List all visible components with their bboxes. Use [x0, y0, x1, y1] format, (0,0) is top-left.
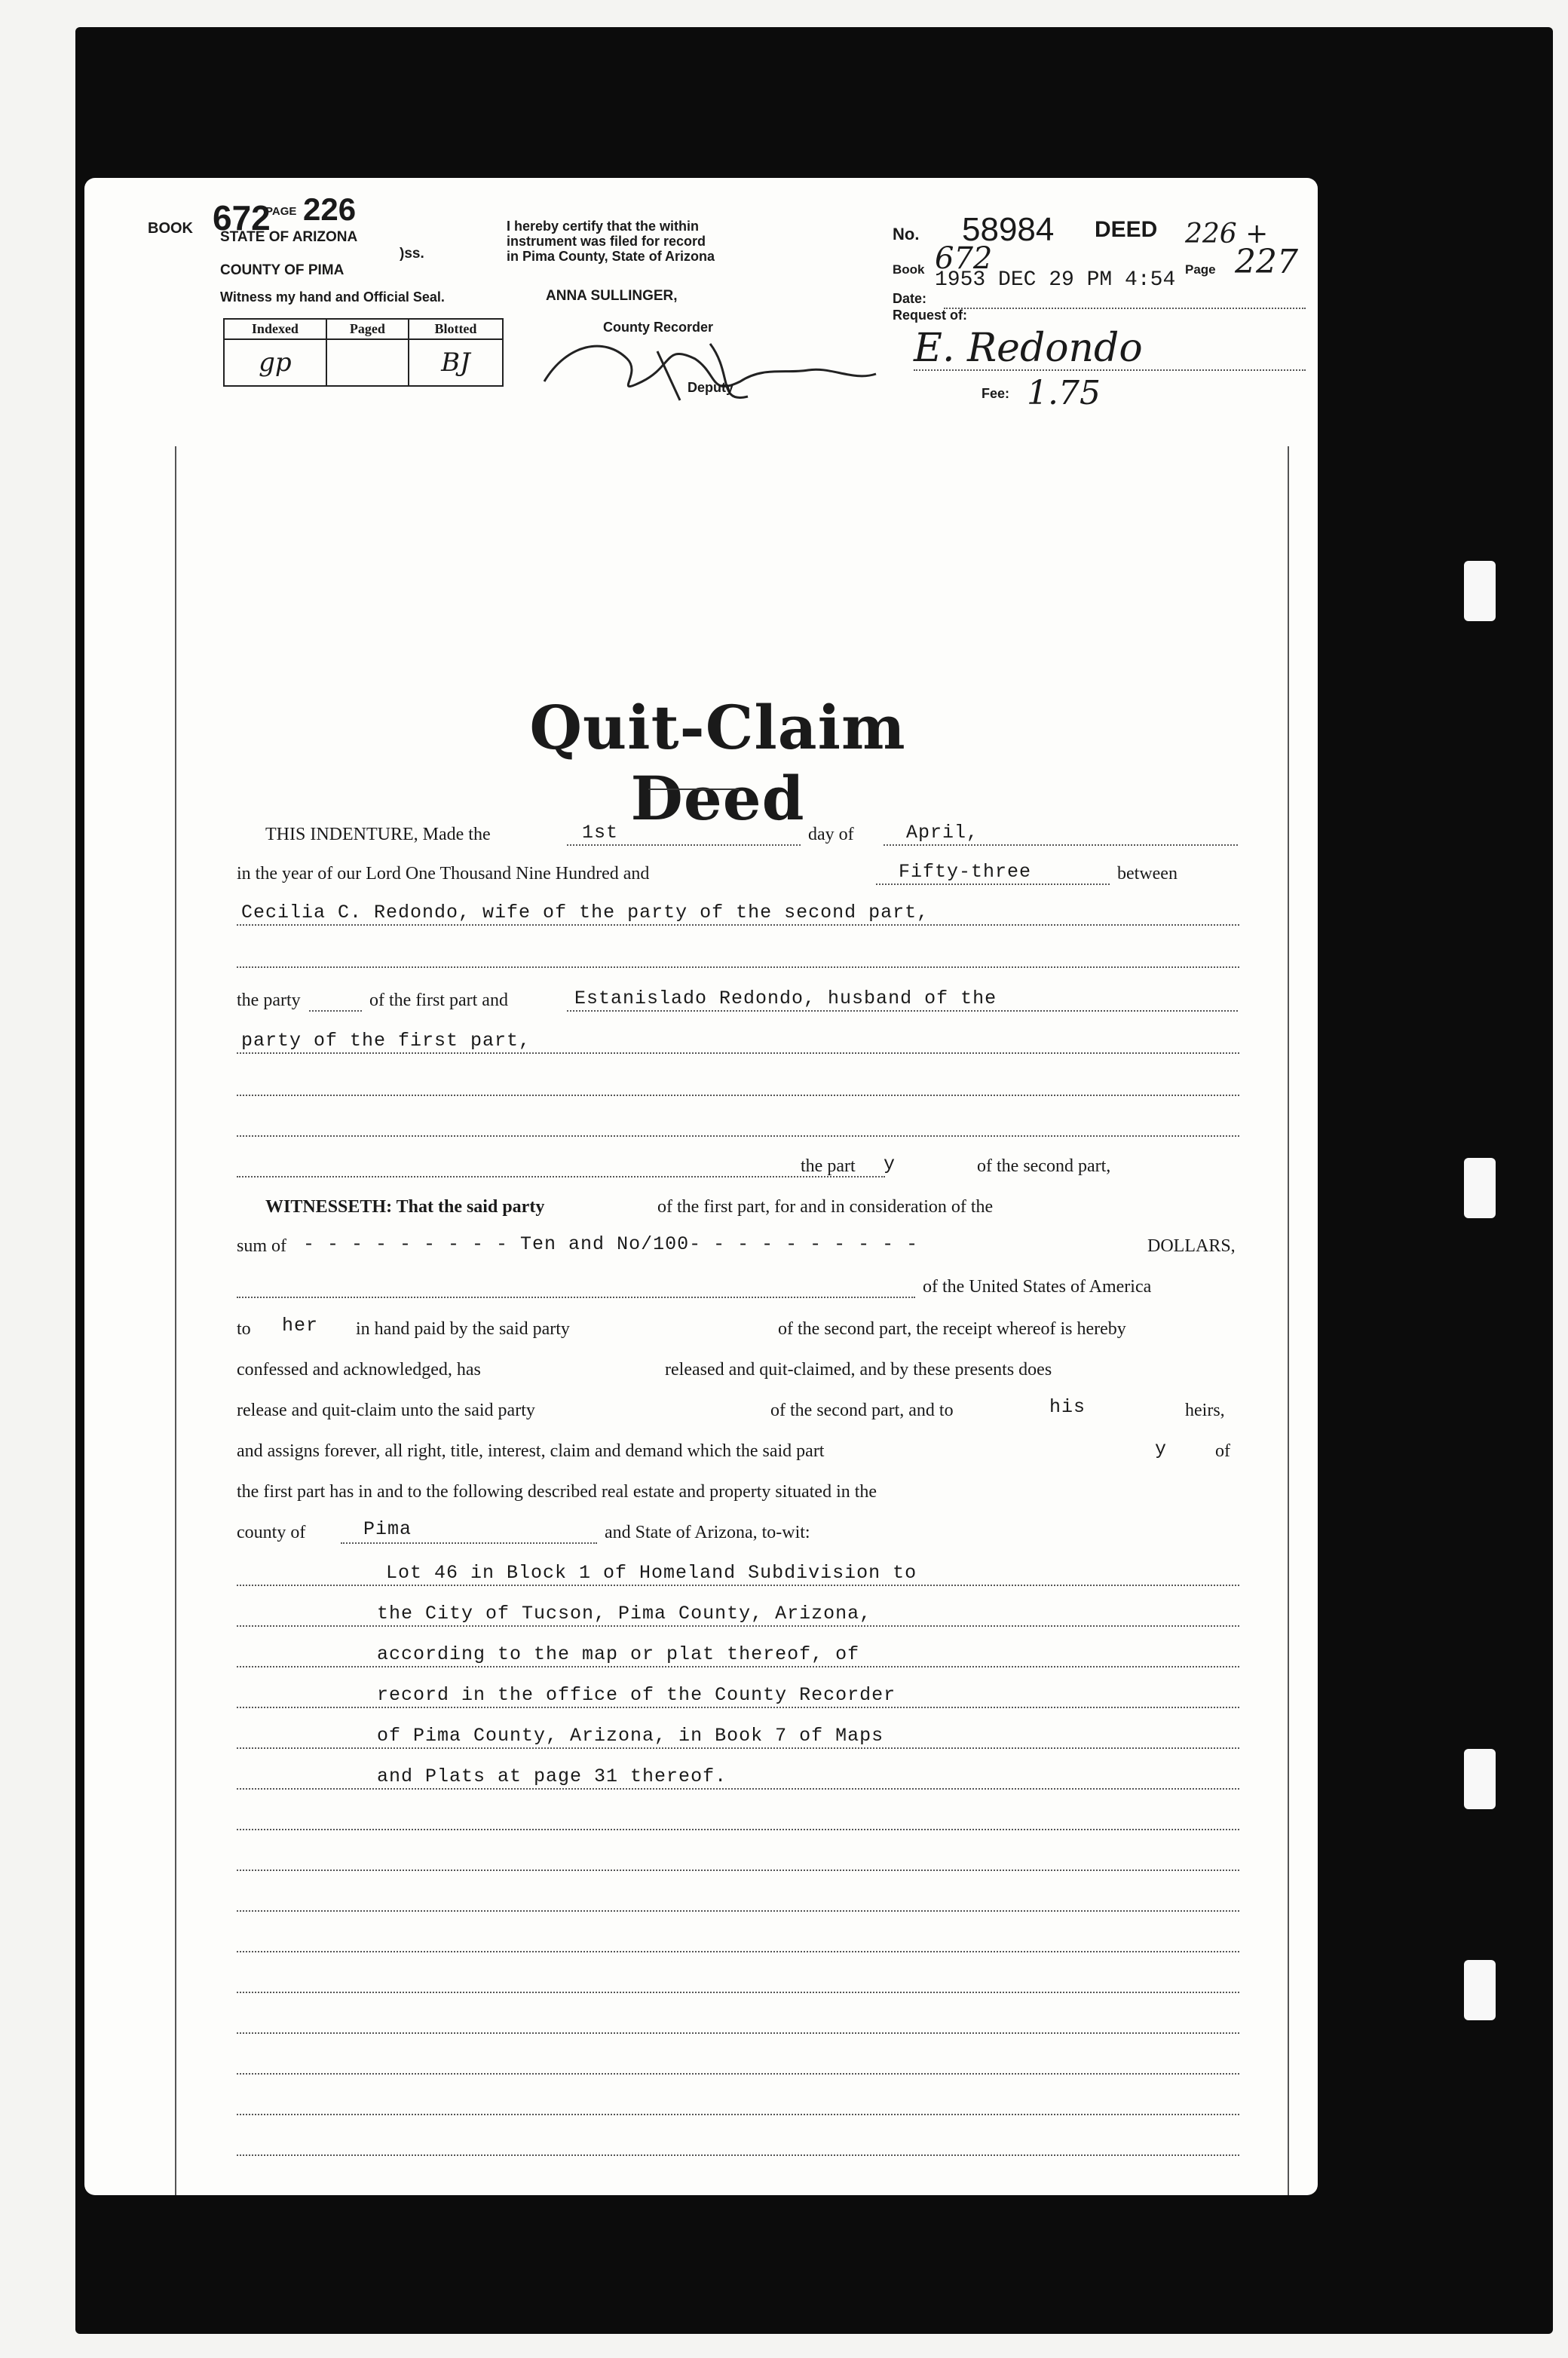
heirs-text: heirs, — [1185, 1401, 1225, 1420]
recorder-title: County Recorder — [603, 320, 714, 335]
binder-hole — [1464, 1749, 1496, 1809]
deputy-label: Deputy — [688, 380, 734, 395]
fee-handwritten: 1.75 — [1027, 374, 1101, 412]
certify-line: in Pima County, State of Arizona — [507, 249, 715, 264]
binder-hole — [1464, 561, 1496, 621]
amount-value: - - - - - - - - - Ten and No/100- - - - - - - - - - — [303, 1233, 919, 1255]
book-handwritten: 672 — [935, 241, 993, 276]
to-value: her — [282, 1315, 319, 1337]
paged-initials — [326, 339, 409, 386]
page-field-label: Page — [1185, 262, 1216, 277]
book-number: 672 — [213, 198, 271, 237]
day-value: 1st — [582, 822, 619, 844]
indexed-initials: gp — [224, 339, 326, 386]
legal-line: of Pima County, Arizona, in Book 7 of Maps — [377, 1725, 884, 1747]
request-handwritten: E. Redondo — [914, 326, 1143, 371]
usa-text: of the United States of America — [923, 1277, 1152, 1297]
second-part-text: of the second part, — [977, 1156, 1111, 1176]
acknowledged-text: confessed and acknowledged, has — [237, 1360, 481, 1380]
first-part-and-text: of the first part and — [369, 991, 508, 1010]
between-text: between — [1117, 864, 1178, 883]
no-label: No. — [893, 225, 920, 243]
binder-hole — [1464, 1960, 1496, 2020]
grantee-value: Estanislado Redondo, husband of the — [574, 988, 997, 1009]
state-text: and State of Arizona, to-wit: — [605, 1523, 810, 1542]
county-line: COUNTY OF PIMA — [220, 262, 345, 278]
legal-line: according to the map or plat thereof, of — [377, 1643, 860, 1665]
book-label: BOOK — [148, 220, 193, 237]
stamp-header: Blotted — [409, 319, 503, 339]
certify-line: I hereby certify that the within — [507, 219, 700, 234]
request-line — [914, 369, 1306, 371]
index-stamp — [223, 318, 504, 387]
request-label: Request of: — [893, 308, 967, 323]
to-text: to — [237, 1319, 251, 1339]
party-text: the party — [237, 991, 301, 1010]
title-rule — [648, 789, 739, 790]
witnesseth-text: WITNESSETH: That the said party — [265, 1197, 545, 1217]
grantee-value-cont: party of the first part, — [241, 1030, 531, 1052]
state-line: STATE OF ARIZONA — [220, 229, 358, 245]
stamp-header: Paged — [326, 319, 409, 339]
deed-label: DEED — [1095, 217, 1158, 242]
certify-line: instrument was filed for record — [507, 234, 706, 249]
legal-line: record in the office of the County Recorder — [377, 1684, 896, 1706]
right-margin-rule — [1288, 446, 1289, 2195]
released-text: released and quit-claimed, and by these presents does — [665, 1360, 1052, 1380]
indenture-text: THIS INDENTURE, Made the — [265, 825, 491, 844]
ss-mark: )ss. — [400, 246, 424, 262]
grantor-value: Cecilia C. Redondo, wife of the party of the second part, — [241, 902, 929, 923]
document-number: 58984 — [962, 211, 1055, 248]
legal-line: and Plats at page 31 thereof. — [377, 1765, 727, 1787]
month-value: April, — [906, 822, 979, 844]
day-of-text: day of — [808, 825, 854, 844]
recorder-signature — [537, 329, 974, 412]
date-line — [944, 308, 1306, 309]
release-text: release and quit-claim unto the said party — [237, 1401, 535, 1420]
second-party-text: the part — [801, 1156, 856, 1176]
second-part-and-text: of the second part, and to — [770, 1401, 954, 1420]
property-text: the first part has in and to the following described real estate and property situated in the — [237, 1482, 877, 1502]
witness-line: Witness my hand and Official Seal. — [220, 289, 445, 305]
page-handwritten: 227 — [1235, 243, 1298, 281]
his-value: his — [1049, 1396, 1086, 1418]
county-value: Pima — [363, 1518, 412, 1540]
date-label: Date: — [893, 291, 927, 306]
legal-line: the City of Tucson, Pima County, Arizona, — [377, 1603, 872, 1625]
year-text: in the year of our Lord One Thousand Nine Hundred and — [237, 864, 650, 883]
paid-text: in hand paid by the said party — [356, 1319, 570, 1339]
receipt-text: of the second part, the receipt whereof is hereby — [778, 1319, 1126, 1339]
fee-label: Fee: — [982, 386, 1010, 401]
deed-page — [84, 178, 1318, 2195]
consideration-text: of the first part, for and in consideration of the — [657, 1197, 994, 1217]
book-field-label: Book — [893, 262, 925, 277]
page-number: 226 — [303, 191, 357, 227]
assigns-text: and assigns forever, all right, title, interest, claim and demand which the said part — [237, 1441, 825, 1461]
dollars-text: DOLLARS, — [1147, 1236, 1236, 1256]
county-of-text: county of — [237, 1523, 306, 1542]
of-text: of — [1215, 1441, 1230, 1461]
filed-stamp: 1953 DEC 29 PM 4:54 — [935, 268, 1176, 292]
party-suffix: y — [884, 1153, 896, 1175]
deed-handwritten: 226 + — [1185, 219, 1269, 250]
document-title: Quit-Claim Deed — [529, 692, 906, 834]
recorder-name: ANNA SULLINGER, — [546, 288, 678, 304]
binder-hole — [1464, 1158, 1496, 1218]
sum-of-text: sum of — [237, 1236, 286, 1256]
left-margin-rule — [175, 446, 176, 2195]
legal-line: Lot 46 in Block 1 of Homeland Subdivision to — [386, 1562, 917, 1584]
stamp-header: Indexed — [224, 319, 326, 339]
page-label: PAGE — [265, 205, 297, 218]
party-suffix-2: y — [1155, 1438, 1168, 1460]
blotted-initials: BJ — [409, 339, 503, 386]
year-value: Fifty-three — [899, 861, 1032, 883]
